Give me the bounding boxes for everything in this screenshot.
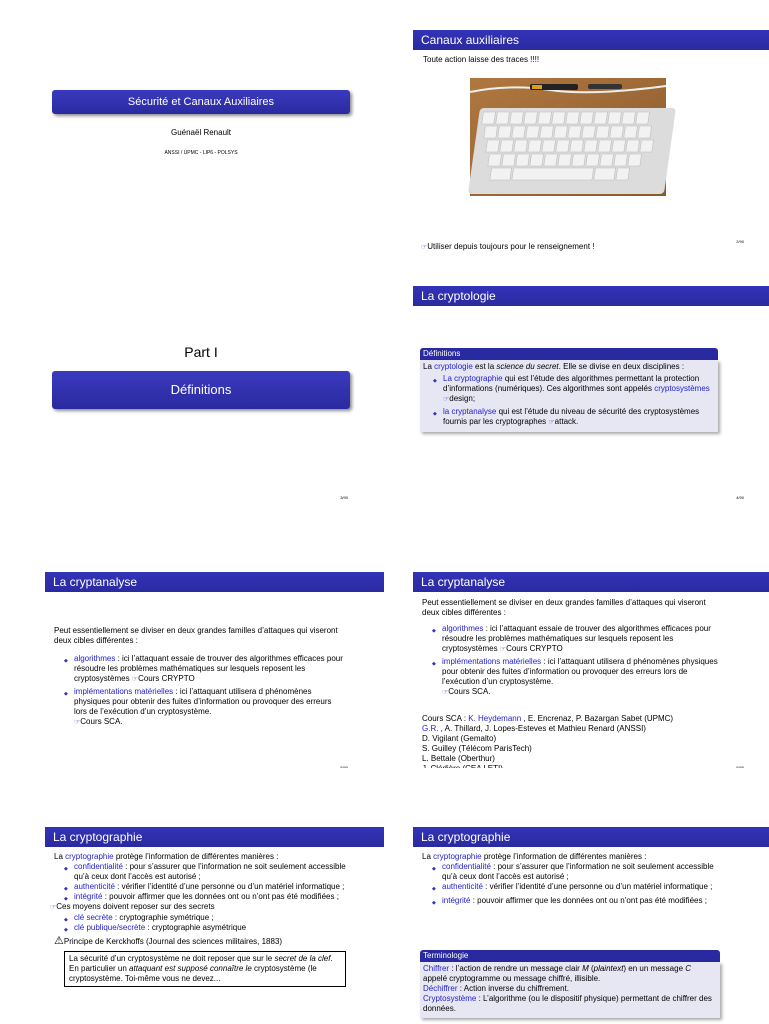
slide-cryptographie-b (384, 768, 768, 1024)
list-item: ◆ clé secrète : cryptographie symétrique ; (54, 913, 350, 923)
keyboard-photo (470, 78, 666, 196)
cryptographie-body: La cryptographie protège l’information de différentes manières : ◆ confidentialité : pour s’assurer que l’information ne soit seulement accessible qu’à ceux dont l’accès est autorisé ; ◆ authenticité : vérifier l’identité d’une personne ou d’un matériel informatique ; ◆ intégrité : pouvoir affirmer que les données ont ou n’ont pas été modifiées ; (422, 852, 720, 906)
page-number: 3/90 (340, 495, 348, 500)
hand-arrow-icon: ☞ (499, 646, 507, 653)
list-item: ◆ clé publique/secrète : cryptographie asymétrique (54, 923, 350, 933)
canaux-bottom: ☞Utiliser depuis toujours pour le renseignement ! (421, 242, 595, 251)
frame-title: La cryptanalyse (413, 572, 769, 592)
hand-arrow-icon: ☞ (421, 244, 428, 251)
block-title: Terminologie (420, 950, 720, 962)
hand-arrow-icon: ☞ (74, 719, 81, 726)
list-item: ◆ confidentialité : pour s’assurer que l’information ne soit seulement accessible qu’à ceux dont l’accès est autorisé ; (422, 862, 720, 882)
frame-title: Canaux auxiliaires (413, 30, 769, 50)
kerckhoffs-box: La sécurité d’un cryptosystème ne doit reposer que sur le secret de la clef. En particulier un attaquant est supposé connaître le cryptosystème (le cryptosystème. Toi-même vous ne devez... (64, 951, 346, 987)
canaux-intro: Toute action laisse des traces !!!! (423, 55, 540, 64)
list-item: ◆ algorithmes : ici l’attaquant essaie de trouver des algorithmes efficaces pour résoudre les problèmes mathématiques sur lesquels reposent les cryptosystèmes ☞Cours CRYPTO (54, 654, 344, 685)
part-label: Part I (184, 344, 218, 360)
presentation-title: Sécurité et Canaux Auxiliaires (127, 96, 275, 108)
list-item: ◆ implémentations matérielles : ici l’attaquant utilisera d phénomènes physiques pour obtenir des fuites d’information ou provoquer des erreurs lors de l’exécution d’un cryptosystème. ☞Cours SCA. (54, 687, 344, 728)
list-item: ◆ authenticité : vérifier l’identité d’une personne ou d’un matériel informatique ; (54, 882, 350, 892)
frame-title: La cryptographie (45, 827, 401, 847)
hand-arrow-icon: ☞ (548, 419, 555, 426)
frame-title: La cryptanalyse (45, 572, 401, 592)
slide-cryptographie-a (0, 768, 384, 1024)
hand-arrow-icon: ☞ (50, 904, 57, 911)
slide-cryptanalyse-a (0, 512, 384, 768)
slide-canaux (384, 0, 768, 256)
list-item: ◆ La cryptographie qui est l’étude des algorithmes permettant la protection d’informations (numériques). Ces algorithmes sont appelés cryptosystèmes ☞design; (423, 374, 714, 405)
slide-title (0, 0, 384, 256)
slide-cryptanalyse-b (384, 512, 768, 768)
block-title: Définitions (420, 348, 718, 360)
hand-arrow-icon: ☞ (443, 396, 450, 403)
frame-title: La cryptologie (413, 286, 769, 306)
author: Guénaël Renault (170, 128, 232, 137)
cryptanalyse-body: Peut essentiellement se diviser en deux grandes familles d’attaques qui viseront deux cibles différentes : ◆ algorithmes : ici l’attaquant essaie de trouver des algorithmes efficaces pour résoudre les problèmes mathématiques sur lesquels reposent les cryptosystèmes ☞Cours CRYPTO ◆ implémentations matérielles : ici l’attaquant utilisera d phénomènes physiques pour obtenir des fuites d’information ou provoquer des erreurs lors de l’exécution d’un cryptosystème. ☞Cours SCA. Cours SCA : K. Heydemann , E. Encrenaz, P. Bazargan Sabet (UPMC) G.R. , A. Thillard, J. Lopes-Esteves et Mathieu Renard (ANSSI) D. Vigilant (Gemalto) S. Guilley (Télécom ParisTech) L. Bettale (Oberthur) (422, 598, 722, 774)
part-title-box (52, 371, 350, 409)
list-item: ◆ la cryptanalyse qui est l’étude du niveau de sécurité des cryptosystèmes fournis par les cryptographes ☞attack. (423, 407, 714, 428)
cryptanalyse-body: Peut essentiellement se diviser en deux grandes familles d’attaques qui viseront deux cibles différentes : ◆ algorithmes : ici l’attaquant essaie de trouver des algorithmes efficaces pour résoudre les problèmes mathématiques sur lesquels reposent les cryptosystèmes ☞Cours CRYPTO ◆ implémentations matérielles : ici l’attaquant utilisera d phénomènes physiques pour obtenir des fuites d’information ou provoquer des erreurs lors de l’exécution d’un cryptosystème. ☞Cours SCA. (54, 626, 344, 728)
page-number: 2/90 (736, 239, 744, 244)
dangerous-bend-icon: ⚠ (54, 935, 64, 947)
list-item: ◆ intégrité : pouvoir affirmer que les données ont ou n’ont pas été modifiées ; (54, 892, 350, 902)
part-title: Définitions (170, 382, 232, 397)
hand-arrow-icon: ☞ (131, 676, 139, 683)
slide-cryptologie (384, 256, 768, 512)
title-box (52, 90, 350, 114)
terminologie-block (420, 950, 720, 1018)
page-number: 4/90 (736, 495, 744, 500)
slide-part (0, 256, 384, 512)
list-item: ◆ confidentialité : pour s’assurer que l’information ne soit seulement accessible qu’à ceux dont l’accès est autorisé ; (54, 862, 350, 882)
block-body: La cryptologie est la science du secret. Elle se divise en deux disciplines : ◆ La cryptographie qui est l’étude des algorithmes permettant la protection d’informations (numériques). Ces algorithmes sont appelés cryptosystèmes ☞design; ◆ la cryptanalyse qui est l’étude du niveau de sécurité des cryptosystèmes fournis par les cryptographes ☞attack. (420, 360, 718, 432)
list-item: ◆ implémentations matérielles : ici l’attaquant utilisera d phénomènes physiques pour obtenir des fuites d’information ou provoquer des erreurs lors de l’exécution d’un cryptosystème. ☞Cours SCA. (422, 657, 722, 698)
block-body: Chiffrer : l’action de rendre un message clair M (plaintext) en un message C appelé cryptogramme ou message chiffré, illisible. Déchiffrer : Action inverse du chiffrement. Cryptosystème : L’algorithme (ou le dispositif physique) permettant de chiffrer des données. (420, 962, 720, 1018)
affiliation: ANSSI / UPMC - LIP6 - POLSYS (164, 150, 238, 156)
sca-credits: Cours SCA : K. Heydemann , E. Encrenaz, P. Bazargan Sabet (UPMC) G.R. , A. Thillard, J. Lopes-Esteves et Mathieu Renard (ANSSI) D. Vigilant (Gemalto) S. Guilley (Télécom ParisTech) L. Bettale (Oberthur) (422, 714, 674, 763)
list-item: ◆ intégrité : pouvoir affirmer que les données ont ou n’ont pas été modifiées ; (422, 896, 720, 906)
list-item: ◆ algorithmes : ici l’attaquant essaie de trouver des algorithmes efficaces pour résoudre les problèmes mathématiques sur lesquels reposent les cryptosystèmes ☞Cours CRYPTO (422, 624, 722, 655)
list-item: ◆ authenticité : vérifier l’identité d’une personne ou d’un matériel informatique ; (422, 882, 720, 892)
frame-title: La cryptographie (413, 827, 769, 847)
cryptographie-body: La cryptographie protège l’information de différentes manières : ◆ confidentialité : pour s’assurer que l’information ne soit seulement accessible qu’à ceux dont l’accès est autorisé ; ◆ authenticité : vérifier l’identité d’une personne ou d’un matériel informatique ; ◆ intégrité : pouvoir affirmer que les données ont ou n’ont pas été modifiées ; ☞Ces moyens doivent reposer sur des secrets ◆ clé secrète : cryptographie symétrique ; ◆ clé publique/secrète : cryptographie asymétrique ⚠Principe de Kerckhoffs (Journal des sciences militaires, 1883) La sécurité d’un cryptosystème ne doit reposer que sur le secret de la clef. En particulier un attaquant est supposé connaître le cryptosystème (le cryptosystème. Toi-même vous ne devez... (54, 852, 350, 987)
definitions-block (420, 348, 718, 432)
hand-arrow-icon: ☞ (442, 689, 449, 696)
